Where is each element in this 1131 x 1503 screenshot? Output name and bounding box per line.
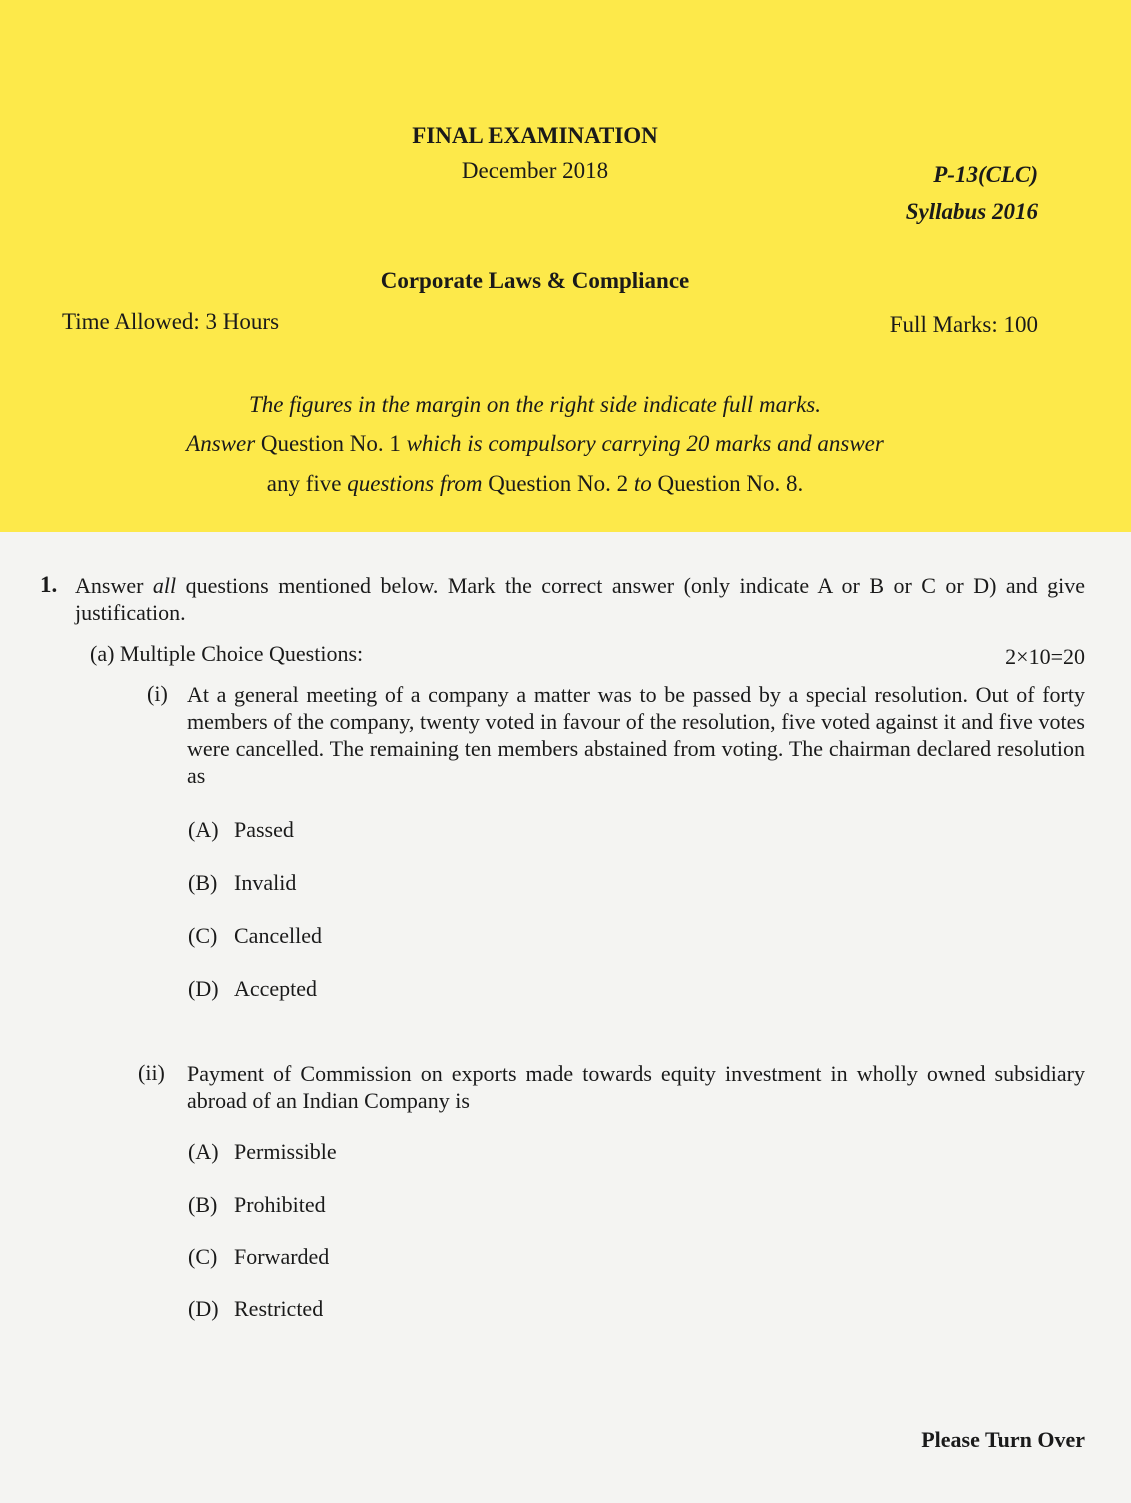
option-label: (C) (188, 923, 218, 948)
question-1-text-c: questions mentioned below. Mark the correct answer (only indicate A or B or C or D) and give justification. (75, 573, 1085, 625)
option-text: Permissible (234, 1139, 337, 1164)
sub-question-i-text: At a general meeting of a company a matter was to be passed by a special resolution. Out of forty members of the company, twenty voted in favour of the resolution, five voted against it and five votes were cancelled. The remaining ten members abstained from voting. The chairman declared resolution as (187, 682, 1085, 788)
option-text: Invalid (234, 870, 297, 895)
option-label: (B) (188, 870, 218, 895)
part-a-marks: 2×10=20 (1005, 644, 1085, 669)
instruction-line-1: The figures in the margin on the right side indicate full marks. (249, 392, 821, 417)
option-ii-b (188, 1191, 326, 1219)
option-text: Restricted (234, 1296, 324, 1321)
option-label: (B) (188, 1192, 218, 1217)
time-allowed: Time Allowed: 3 Hours (62, 309, 280, 334)
option-text: Forwarded (234, 1244, 330, 1269)
option-text: Accepted (234, 976, 318, 1001)
option-label: (A) (188, 1139, 219, 1164)
option-ii-c (188, 1243, 329, 1271)
question-1-number: 1. (40, 572, 58, 597)
instruction-line-3 (100, 469, 970, 499)
instruction-line-3-e: Question No. 8. (651, 471, 804, 496)
option-text: Prohibited (234, 1192, 326, 1217)
option-text: Passed (234, 817, 294, 842)
syllabus: Syllabus 2016 (905, 199, 1038, 224)
option-text: Cancelled (234, 923, 322, 948)
exam-date: December 2018 (461, 158, 609, 183)
option-label: (C) (188, 1244, 218, 1269)
option-label: (D) (188, 976, 219, 1001)
question-1-text (75, 572, 1085, 626)
option-ii-a (188, 1138, 337, 1166)
question-1-text-b: all (152, 573, 177, 598)
instruction-line-2-a: Answer (186, 431, 256, 456)
option-ii-d (188, 1295, 323, 1323)
option-i-a (188, 816, 294, 844)
please-turn-over: Please Turn Over (921, 1427, 1085, 1452)
instruction-line-2-c: which is compulsory carrying 20 marks and answer (406, 431, 884, 456)
instruction-line-3-a: any five (266, 471, 348, 496)
option-label: (A) (188, 817, 219, 842)
instruction-line-3-b: questions from (347, 471, 483, 496)
question-1-text-a: Answer (75, 573, 153, 598)
option-i-c (188, 922, 322, 950)
instruction-line-2 (60, 429, 1010, 459)
exam-title: FINAL EXAMINATION (412, 123, 658, 148)
sub-question-i-label: (i) (147, 681, 168, 706)
instruction-line-3-c: Question No. 2 (482, 471, 634, 496)
option-i-d (188, 975, 317, 1003)
sub-question-ii-text: Payment of Commission on exports made towards equity investment in wholly owned subsidiary abroad of an Indian Company is (187, 1061, 1085, 1113)
instruction-line-3-d: to (633, 471, 652, 496)
part-a-label: (a) Multiple Choice Questions: (90, 641, 364, 666)
full-marks: Full Marks: 100 (889, 312, 1038, 337)
subject-title: Corporate Laws & Compliance (380, 268, 690, 293)
option-i-b (188, 869, 296, 897)
paper-code: P-13(CLC) (933, 162, 1038, 187)
option-label: (D) (188, 1296, 219, 1321)
sub-question-ii-label: (ii) (138, 1060, 165, 1085)
instruction-line-2-b: Question No. 1 (255, 431, 407, 456)
